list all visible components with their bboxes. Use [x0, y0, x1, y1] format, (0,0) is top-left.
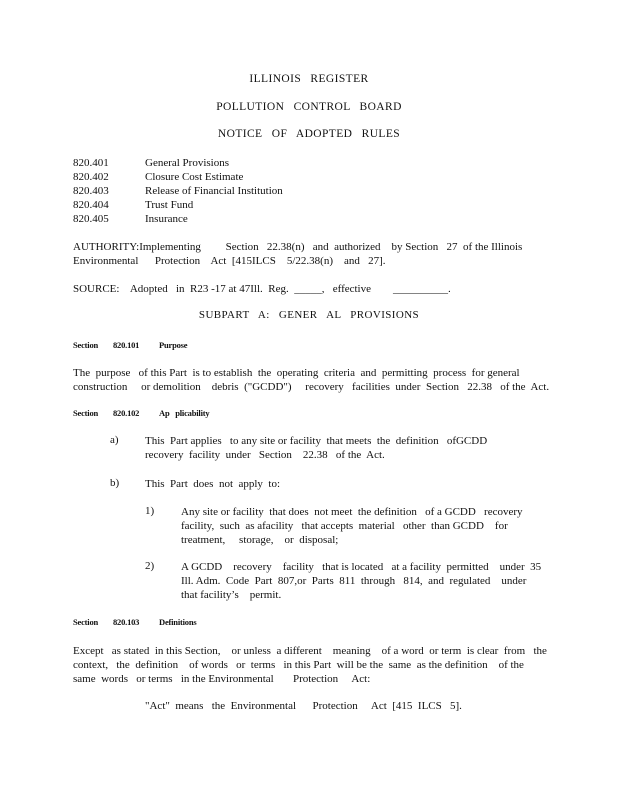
- subitem-2-line-2: Ill. Adm. Code Part 807,or Parts 811 through 814, and regulated under: [181, 575, 527, 587]
- subitem-label: 2): [145, 560, 155, 572]
- item-a-line-1: This Part applies to any site or facility that meets the definition ofGCDD: [145, 435, 488, 447]
- item-a-line-2: recovery facility under Section 22.38 of the Act.: [145, 449, 385, 461]
- toc-title: Closure Cost Estimate: [145, 171, 244, 183]
- toc-row: [73, 184, 283, 198]
- toc-title: General Provisions: [145, 157, 230, 169]
- subitem-2-line-1: A GCDD recovery facility that is located at a facility permitted under 35: [181, 561, 542, 573]
- subitem-1-line-3: treatment, storage, or disposal;: [181, 534, 339, 546]
- toc-number: 820.404: [73, 199, 109, 211]
- section-number: 820.102: [113, 408, 140, 418]
- subitem-1-line-2: facility, such as afacility that accepts material other than GCDD for: [181, 520, 508, 532]
- section-heading: [73, 617, 196, 627]
- subitem-2-line-3: that facility’s permit.: [181, 589, 282, 601]
- toc-title: Insurance: [145, 213, 188, 225]
- toc-row: [73, 170, 243, 184]
- section-number: 820.103: [113, 617, 140, 627]
- definitions-line-2: context, the definition of words or terms in this Part will be the same as the definition of the: [73, 659, 524, 671]
- notice-title: NOTICE OF ADOPTED RULES: [217, 128, 401, 140]
- section-word: Section: [73, 340, 99, 350]
- section-title: Ap plicability: [159, 408, 210, 418]
- toc-row: [73, 156, 229, 170]
- subitem-1-line-1: Any site or facility that does not meet the definition of a GCDD recovery: [181, 506, 523, 518]
- toc-number: 820.405: [73, 213, 109, 225]
- toc-row: [73, 198, 193, 212]
- authority-line-2: Environmental Protection Act [415ILCS 5/22.38(n) and 27].: [73, 255, 386, 267]
- section-title: Definitions: [159, 617, 197, 627]
- act-definition: "Act" means the Environmental Protection Act [415 ILCS 5].: [145, 700, 462, 712]
- definitions-line-1: Except as stated in this Section, or unless a different meaning of a word or term is clear from the: [73, 645, 547, 657]
- board-title: POLLUTION CONTROL BOARD: [216, 101, 402, 113]
- item-label: b): [110, 477, 120, 489]
- toc-title: Release of Financial Institution: [145, 185, 283, 197]
- toc-row: [73, 212, 188, 226]
- section-word: Section: [73, 617, 99, 627]
- section-heading: [73, 340, 187, 350]
- section-number: 820.101: [113, 340, 140, 350]
- source-line: SOURCE: Adopted in R23 -17 at 47Ill. Reg. _____, effective __________.: [73, 283, 451, 295]
- item-b-text: This Part does not apply to:: [145, 478, 281, 490]
- toc-number: 820.402: [73, 171, 109, 183]
- toc-number: 820.401: [73, 157, 109, 169]
- register-title: ILLINOIS REGISTER: [249, 73, 369, 85]
- subitem-label: 1): [145, 505, 155, 517]
- definitions-line-3: same words or terms in the Environmental Protection Act:: [73, 673, 371, 685]
- toc-number: 820.403: [73, 185, 109, 197]
- section-word: Section: [73, 408, 99, 418]
- subpart-heading: SUBPART A: GENER AL PROVISIONS: [198, 309, 420, 321]
- purpose-line-1: The purpose of this Part is to establish the operating criteria and permitting process for general: [73, 367, 520, 379]
- toc-title: Trust Fund: [145, 199, 194, 211]
- section-heading: [73, 408, 209, 418]
- item-label: a): [110, 434, 119, 446]
- section-title: Purpose: [159, 340, 188, 350]
- authority-line-1: AUTHORITY:Implementing Section 22.38(n) and authorized by Section 27 of the Illinois: [73, 241, 523, 253]
- purpose-line-2: construction or demolition debris ("GCDD") recovery facilities under Section 22.38 of the Act.: [73, 381, 550, 393]
